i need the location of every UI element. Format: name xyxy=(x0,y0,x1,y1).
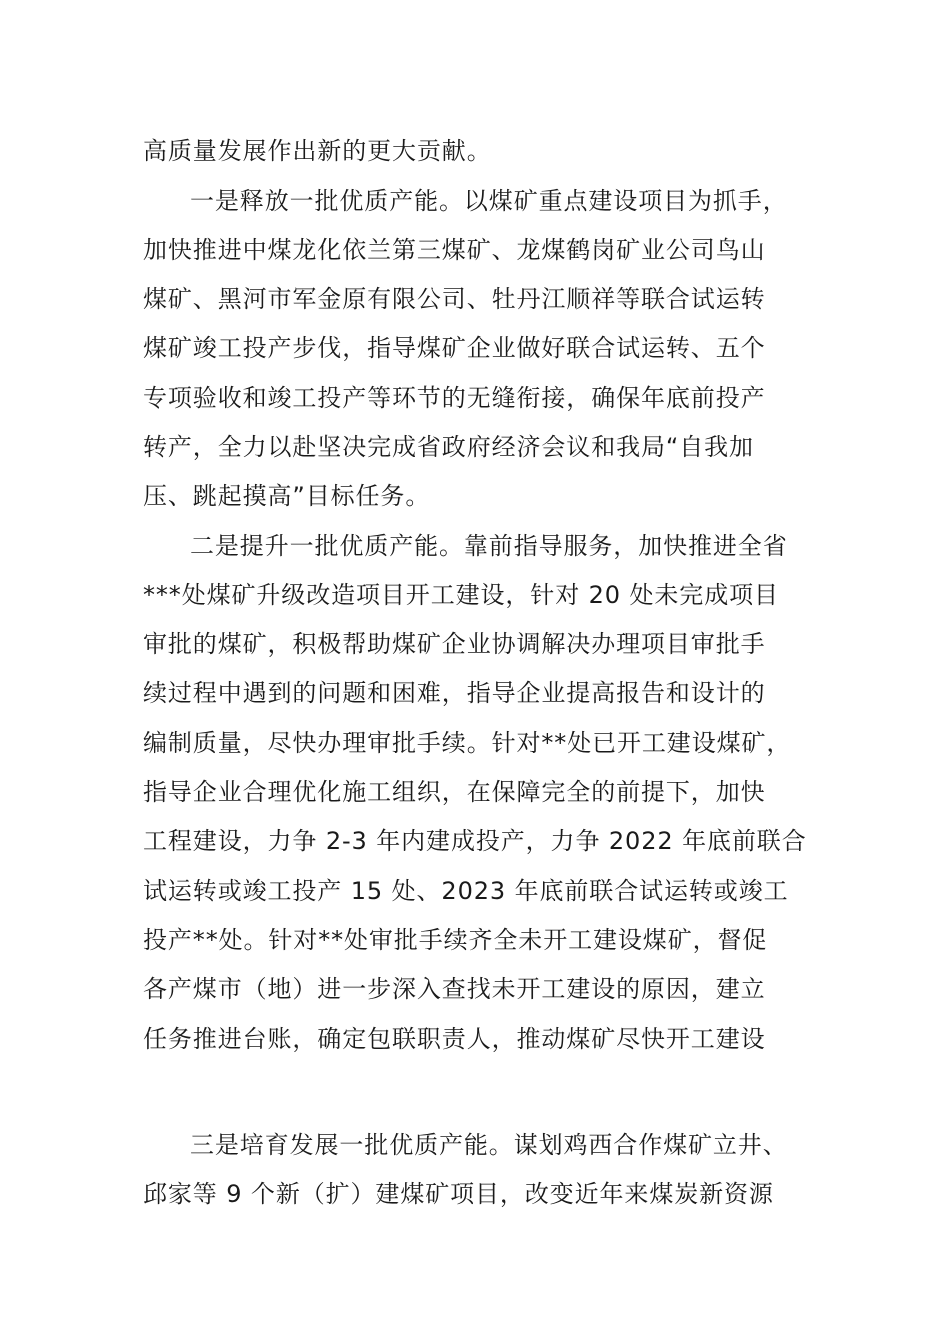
paragraph-1-first-line: 一是释放一批优质产能。以煤矿重点建设项目为抓手， xyxy=(190,187,788,215)
text-line: 压、跳起摸高”目标任务。 xyxy=(143,482,431,510)
text-line: 工程建设，力争 2-3 年内建成投产，力争 2022 年底前联合 xyxy=(143,827,807,855)
text-line: 专项验收和竣工投产等环节的无缝衔接，确保年底前投产 xyxy=(143,384,766,412)
text-line: 各产煤市（地）进一步深入查找未开工建设的原因，建立 xyxy=(143,975,766,1003)
text-line: 审批的煤矿，积极帮助煤矿企业协调解决办理项目审批手 xyxy=(143,630,766,658)
text-line: ***处煤矿升级改造项目开工建设，针对 20 处未完成项目 xyxy=(143,581,779,609)
text-line: 试运转或竣工投产 15 处、2023 年底前联合试运转或竣工 xyxy=(143,877,789,905)
text-line: 编制质量，尽快办理审批手续。针对**处已开工建设煤矿， xyxy=(143,729,792,757)
text-line: 邱家等 9 个新（扩）建煤矿项目，改变近年来煤炭新资源 xyxy=(143,1180,774,1208)
text-line: 煤矿、黑河市军金原有限公司、牡丹江顺祥等联合试运转 xyxy=(143,285,766,313)
paragraph-2-first-line: 二是提升一批优质产能。靠前指导服务，加快推进全省 xyxy=(190,532,788,560)
text-line: 煤矿竣工投产步伐，指导煤矿企业做好联合试运转、五个 xyxy=(143,334,766,362)
text-line: 指导企业合理优化施工组织，在保障完全的前提下，加快 xyxy=(143,778,766,806)
text-line: 高质量发展作出新的更大贡献。 xyxy=(143,137,492,165)
text-line: 投产**处。针对**处审批手续齐全未开工建设煤矿，督促 xyxy=(143,926,768,954)
text-line: 续过程中遇到的问题和困难，指导企业提高报告和设计的 xyxy=(143,679,766,707)
text-line: 任务推进台账，确定包联职责人，推动煤矿尽快开工建设 xyxy=(143,1025,766,1053)
paragraph-3-first-line: 三是培育发展一批优质产能。谋划鸡西合作煤矿立井、 xyxy=(190,1131,788,1159)
text-line: 加快推进中煤龙化依兰第三煤矿、龙煤鹤岗矿业公司鸟山 xyxy=(143,236,766,264)
text-line: 转产，全力以赴坚决完成省政府经济会议和我局“自我加 xyxy=(143,433,754,461)
